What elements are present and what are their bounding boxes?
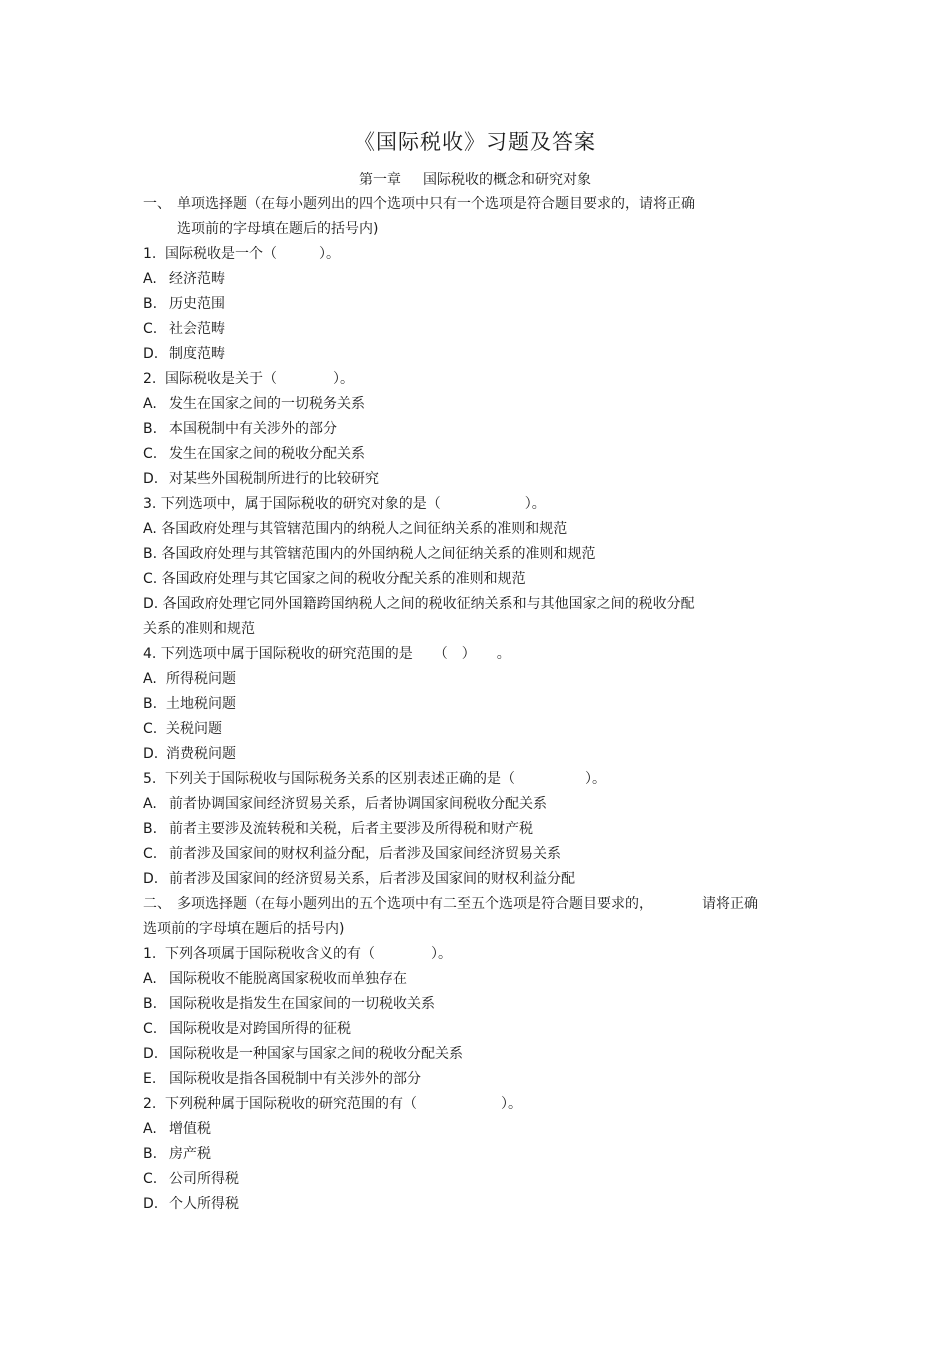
option (143, 1042, 823, 1067)
option-text: 发生在国家之间的一切税务关系 (169, 396, 365, 412)
option (143, 992, 823, 1017)
chapter-name: 国际税收的概念和研究对象 (423, 172, 591, 188)
option-letter: B. (143, 696, 158, 712)
question-number: 2. (143, 371, 157, 387)
option-text: 前者涉及国家间的财权利益分配，后者涉及国家间经济贸易关系 (169, 846, 561, 862)
option-letter: C. (143, 1171, 158, 1187)
question (143, 367, 823, 392)
option-letter: C. (143, 1021, 158, 1037)
option-letter: B. (143, 996, 158, 1012)
section-number: 一、 (143, 196, 171, 212)
section-heading-continued: 选项前的字母填在题后的括号内) (177, 221, 379, 237)
option-letter: D. (143, 871, 159, 887)
option-letter: D. (143, 471, 159, 487)
option-text: 消费税问题 (166, 746, 236, 762)
question-text: 下列税种属于国际税收的研究范围的有（ ）。 (165, 1096, 522, 1112)
question-text: 国际税收是一个（ ）。 (165, 246, 340, 262)
option (143, 1142, 823, 1167)
option-letter: D. (143, 1196, 159, 1212)
option-letter: D. (143, 1046, 159, 1062)
option (143, 267, 823, 292)
option: D. 各国政府处理它同外国籍跨国纳税人之间的税收征纳关系和与其他国家之间的税收分配 (143, 596, 695, 612)
option-text: 国际税收是指各国税制中有关涉外的部分 (169, 1071, 421, 1087)
option (143, 967, 823, 992)
document-title: 《国际税收》习题及答案 (354, 130, 596, 154)
option-letter: C. (143, 321, 158, 337)
option-text: 前者涉及国家间的经济贸易关系，后者涉及国家间的财权利益分配 (169, 871, 575, 887)
option-text: 土地税问题 (166, 696, 236, 712)
option (143, 1117, 823, 1142)
option-text: 对某些外国税制所进行的比较研究 (169, 471, 379, 487)
option-letter: A. (143, 796, 157, 812)
chapter-heading (0, 169, 950, 189)
option-continued: 关系的准则和规范 (143, 621, 255, 637)
option (143, 667, 823, 692)
question-number: 5. (143, 771, 157, 787)
question-text: 下列各项属于国际税收含义的有（ ）。 (165, 946, 452, 962)
option (143, 392, 823, 417)
option (143, 817, 823, 842)
option-letter: A. (143, 971, 157, 987)
question-number: 2. (143, 1096, 157, 1112)
option-text: 国际税收是指发生在国家间的一切税收关系 (169, 996, 435, 1012)
option (143, 342, 823, 367)
option (143, 1017, 823, 1042)
option-text: 社会范畴 (169, 321, 225, 337)
option (143, 1167, 823, 1192)
section-heading-text: 单项选择题（在每小题列出的四个选项中只有一个选项是符合题目要求的，请将正确 (177, 196, 695, 212)
option-letter: B. (143, 1146, 158, 1162)
chapter-label: 第一章 (359, 172, 401, 188)
option-letter: E. (143, 1071, 157, 1087)
question (143, 942, 823, 967)
option-letter: A. (143, 671, 157, 687)
option-text: 前者协调国家间经济贸易关系，后者协调国家间税收分配关系 (169, 796, 547, 812)
option (143, 717, 823, 742)
option (143, 692, 823, 717)
option: A. 各国政府处理与其管辖范围内的纳税人之间征纳关系的准则和规范 (143, 521, 568, 537)
option-letter: D. (143, 346, 159, 362)
option-text: 房产税 (169, 1146, 211, 1162)
option (143, 467, 823, 492)
option-text: 国际税收是一种国家与国家之间的税收分配关系 (169, 1046, 463, 1062)
option: C. 各国政府处理与其它国家之间的税收分配关系的准则和规范 (143, 571, 526, 587)
question-number: 1. (143, 246, 157, 262)
option-text: 国际税收不能脱离国家税收而单独存在 (169, 971, 407, 987)
option (143, 1067, 823, 1092)
option-text: 前者主要涉及流转税和关税，后者主要涉及所得税和财产税 (169, 821, 533, 837)
section-heading (143, 192, 823, 217)
option-text: 历史范围 (169, 296, 225, 312)
option-letter: B. (143, 421, 158, 437)
option: B. 各国政府处理与其管辖范围内的外国纳税人之间征纳关系的准则和规范 (143, 546, 596, 562)
option (143, 1192, 823, 1217)
option-text: 关税问题 (166, 721, 222, 737)
option-letter: B. (143, 296, 158, 312)
option (143, 842, 823, 867)
option (143, 742, 823, 767)
question-text: 下列关于国际税收与国际税务关系的区别表述正确的是（ ）。 (165, 771, 606, 787)
question-text: 3. 下列选项中，属于国际税收的研究对象的是（ ）。 (143, 496, 546, 512)
option (143, 442, 823, 467)
section-heading-continued: 选项前的字母填在题后的括号内) (143, 921, 345, 937)
option (143, 792, 823, 817)
option-letter: A. (143, 271, 157, 287)
question-text: 国际税收是关于（ ）。 (165, 371, 354, 387)
question (143, 767, 823, 792)
option-letter: B. (143, 821, 158, 837)
option-letter: C. (143, 846, 158, 862)
option-letter: C. (143, 446, 158, 462)
question-text: 4. 下列选项中属于国际税收的研究范围的是 （ ） 。 (143, 646, 511, 662)
option-letter: A. (143, 1121, 157, 1137)
option-text: 所得税问题 (166, 671, 236, 687)
option-text: 国际税收是对跨国所得的征税 (169, 1021, 351, 1037)
option-letter: A. (143, 396, 157, 412)
option-letter: D. (143, 746, 159, 762)
option-text: 增值税 (169, 1121, 211, 1137)
question (143, 242, 823, 267)
option-text: 经济范畴 (169, 271, 225, 287)
section-number: 二、 (143, 896, 171, 912)
option-text: 公司所得税 (169, 1171, 239, 1187)
option (143, 292, 823, 317)
option (143, 417, 823, 442)
document-body (143, 192, 823, 1217)
question-number: 1. (143, 946, 157, 962)
option-text: 发生在国家之间的税收分配关系 (169, 446, 365, 462)
option-text: 制度范畴 (169, 346, 225, 362)
question (143, 1092, 823, 1117)
option (143, 317, 823, 342)
section-heading-text: 多项选择题（在每小题列出的五个选项中有二至五个选项是符合题目要求的， 请将正确 (177, 896, 758, 912)
section-heading (143, 892, 823, 917)
option-text: 本国税制中有关涉外的部分 (169, 421, 337, 437)
option-text: 个人所得税 (169, 1196, 239, 1212)
option (143, 867, 823, 892)
option-letter: C. (143, 721, 158, 737)
